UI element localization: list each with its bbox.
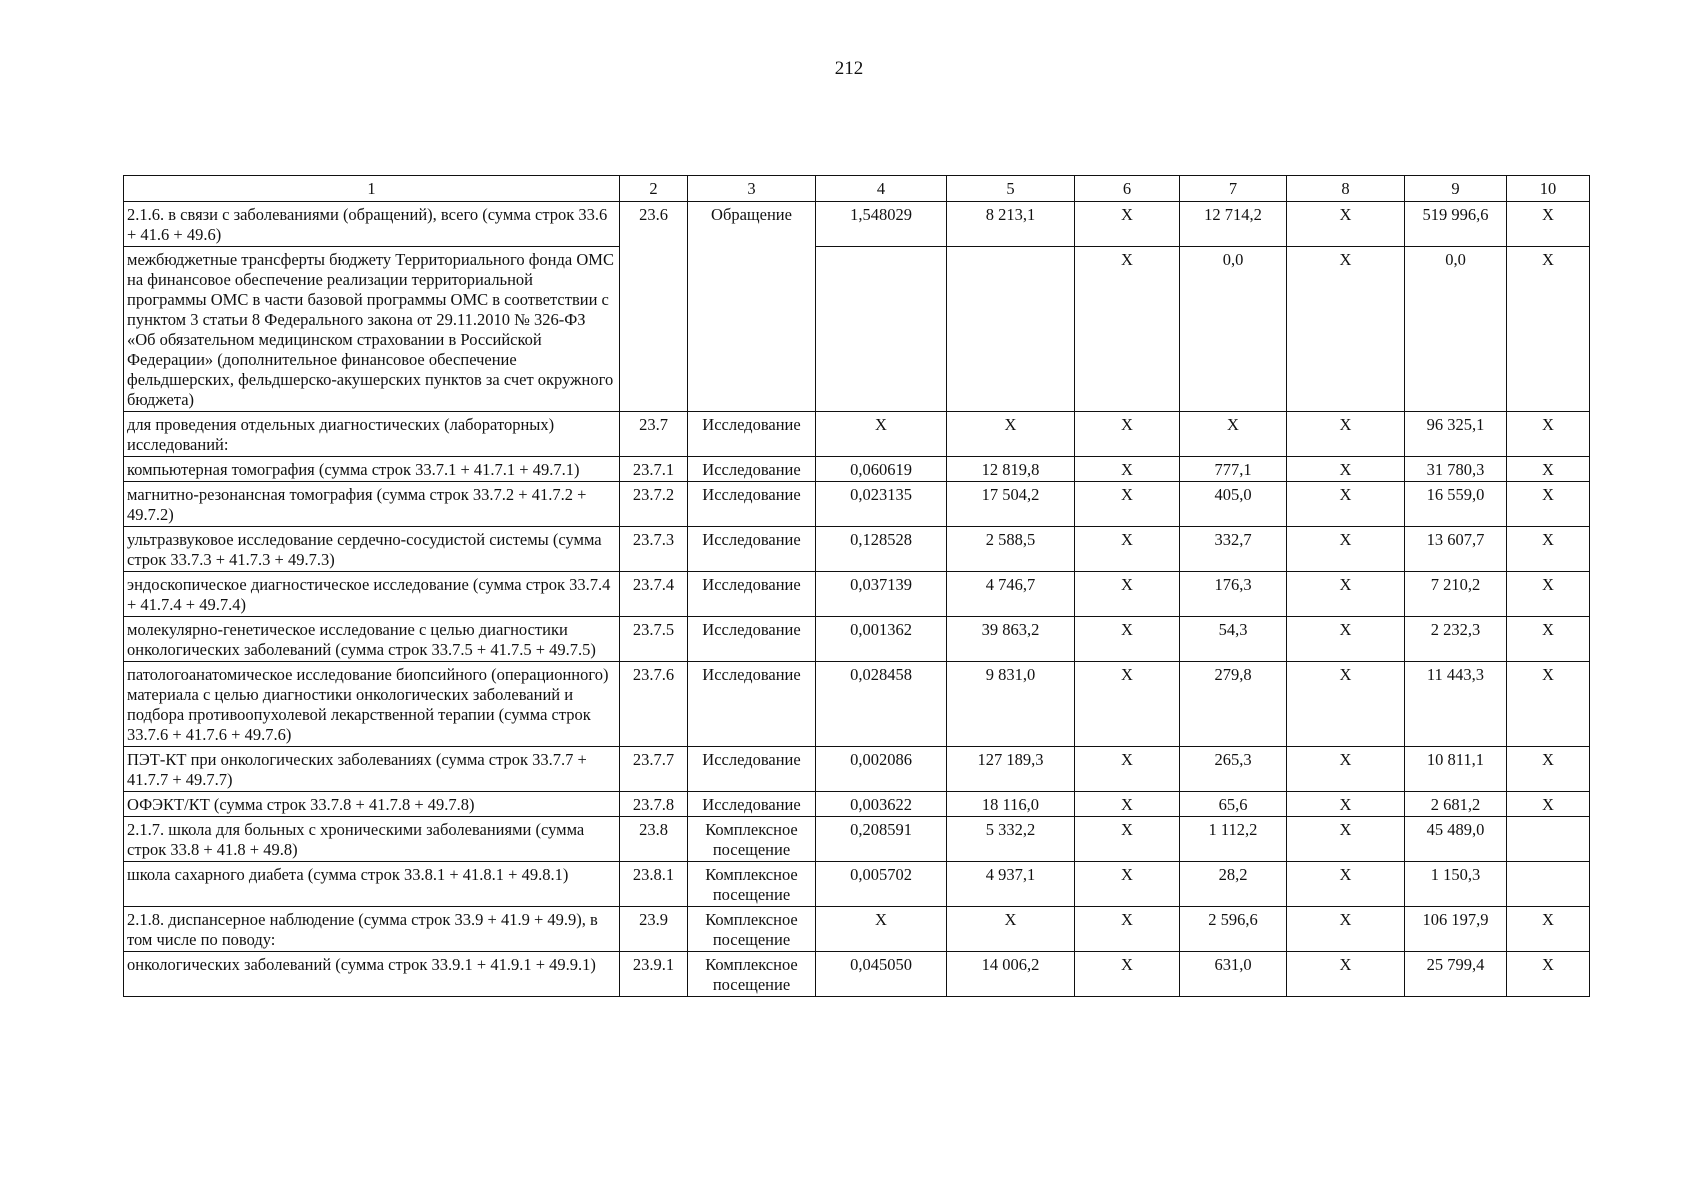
- row-unit: Исследование: [688, 617, 816, 662]
- cell-col8: Х: [1287, 862, 1405, 907]
- cell-col5: Х: [947, 907, 1075, 952]
- cell-col8: Х: [1287, 527, 1405, 572]
- row-code: 23.7.1: [620, 457, 688, 482]
- table-row: [124, 792, 1590, 817]
- cell-col5: 12 819,8: [947, 457, 1075, 482]
- row-name: для проведения отдельных диагностических (лабораторных) исследований:: [124, 412, 620, 457]
- cell-col6: Х: [1075, 792, 1180, 817]
- row-unit: Исследование: [688, 527, 816, 572]
- cell-col9: 16 559,0: [1405, 482, 1507, 527]
- table-row: [124, 572, 1590, 617]
- column-header: 10: [1507, 176, 1590, 202]
- cell-col8: Х: [1287, 952, 1405, 997]
- table-row: [124, 457, 1590, 482]
- cell-col5: 39 863,2: [947, 617, 1075, 662]
- cell-col9: 519 996,6: [1405, 202, 1507, 247]
- cell-col6: Х: [1075, 572, 1180, 617]
- table-row: [124, 817, 1590, 862]
- cell-col6: Х: [1075, 457, 1180, 482]
- cell-col9: 1 150,3: [1405, 862, 1507, 907]
- cell-col7: 65,6: [1180, 792, 1287, 817]
- column-header: 1: [124, 176, 620, 202]
- cell-col4: 1,548029: [816, 202, 947, 247]
- cell-col4: 0,001362: [816, 617, 947, 662]
- cell-col8: Х: [1287, 662, 1405, 747]
- cell-col5: 8 213,1: [947, 202, 1075, 247]
- row-code: 23.7.2: [620, 482, 688, 527]
- column-header: 9: [1405, 176, 1507, 202]
- table-row: [124, 617, 1590, 662]
- row-unit: Исследование: [688, 792, 816, 817]
- cell-col6: Х: [1075, 617, 1180, 662]
- cell-col10: Х: [1507, 412, 1590, 457]
- cell-col10: Х: [1507, 247, 1590, 412]
- row-name: компьютерная томография (сумма строк 33.7.1 + 41.7.1 + 49.7.1): [124, 457, 620, 482]
- cell-col8: Х: [1287, 457, 1405, 482]
- cell-col4: 0,002086: [816, 747, 947, 792]
- cell-col10: Х: [1507, 907, 1590, 952]
- cell-col5: 5 332,2: [947, 817, 1075, 862]
- cell-col10: Х: [1507, 792, 1590, 817]
- row-name: ПЭТ-КТ при онкологических заболеваниях (сумма строк 33.7.7 + 41.7.7 + 49.7.7): [124, 747, 620, 792]
- cell-col8: Х: [1287, 817, 1405, 862]
- cell-col9: 25 799,4: [1405, 952, 1507, 997]
- row-name: ОФЭКТ/КТ (сумма строк 33.7.8 + 41.7.8 + 49.7.8): [124, 792, 620, 817]
- cell-col6: Х: [1075, 247, 1180, 412]
- cell-col5: 127 189,3: [947, 747, 1075, 792]
- cell-col7: 279,8: [1180, 662, 1287, 747]
- cell-col10: Х: [1507, 527, 1590, 572]
- row-name: межбюджетные трансферты бюджету Территориального фонда ОМС на финансовое обеспечение реализации территориальной программы ОМС в части базовой программы ОМС в соответствии с пунктом 3 статьи 8 Федерального закона от 29.11.2010 № 326-ФЗ «Об обязательном медицинском страховании в Российской Федерации» (дополнительное финансовое обеспечение фельдшерских, фельдшерско-акушерских пунктов за счет окружного бюджета): [124, 247, 620, 412]
- row-unit: Обращение: [688, 202, 816, 412]
- row-unit: Исследование: [688, 457, 816, 482]
- row-code: 23.7.6: [620, 662, 688, 747]
- cell-col7: 176,3: [1180, 572, 1287, 617]
- cell-col9: 10 811,1: [1405, 747, 1507, 792]
- table-row: [124, 527, 1590, 572]
- row-unit: Комплексное посещение: [688, 862, 816, 907]
- row-name: школа сахарного диабета (сумма строк 33.8.1 + 41.8.1 + 49.8.1): [124, 862, 620, 907]
- cell-col9: 2 681,2: [1405, 792, 1507, 817]
- page-number: 212: [834, 58, 864, 79]
- cell-col10: Х: [1507, 662, 1590, 747]
- cell-col10: Х: [1507, 457, 1590, 482]
- table-header-row: [124, 176, 1590, 202]
- table-row: [124, 662, 1590, 747]
- cell-col6: Х: [1075, 482, 1180, 527]
- column-header: 7: [1180, 176, 1287, 202]
- cell-col7: 405,0: [1180, 482, 1287, 527]
- row-unit: Исследование: [688, 662, 816, 747]
- cell-col4: 0,003622: [816, 792, 947, 817]
- table-row: [124, 952, 1590, 997]
- row-code: 23.9.1: [620, 952, 688, 997]
- table-row: [124, 747, 1590, 792]
- cell-col6: Х: [1075, 202, 1180, 247]
- cell-col7: 2 596,6: [1180, 907, 1287, 952]
- cell-col6: Х: [1075, 527, 1180, 572]
- row-unit: Комплексное посещение: [688, 817, 816, 862]
- column-header: 3: [688, 176, 816, 202]
- cell-col4: 0,045050: [816, 952, 947, 997]
- row-unit: Комплексное посещение: [688, 907, 816, 952]
- cell-col9: 7 210,2: [1405, 572, 1507, 617]
- cell-col9: 45 489,0: [1405, 817, 1507, 862]
- cell-col10: Х: [1507, 617, 1590, 662]
- cell-col6: Х: [1075, 862, 1180, 907]
- row-code: 23.7: [620, 412, 688, 457]
- cell-col7: 631,0: [1180, 952, 1287, 997]
- cell-col10: Х: [1507, 202, 1590, 247]
- row-name: молекулярно-генетическое исследование с целью диагностики онкологических заболеваний (сумма строк 33.7.5 + 41.7.5 + 49.7.5): [124, 617, 620, 662]
- table-row: [124, 202, 1590, 247]
- budget-table: [123, 175, 1590, 997]
- cell-col8: Х: [1287, 617, 1405, 662]
- cell-col7: 777,1: [1180, 457, 1287, 482]
- column-header: 5: [947, 176, 1075, 202]
- cell-col8: Х: [1287, 482, 1405, 527]
- cell-col9: 11 443,3: [1405, 662, 1507, 747]
- cell-col6: Х: [1075, 907, 1180, 952]
- cell-col5: 4 746,7: [947, 572, 1075, 617]
- cell-col4: Х: [816, 412, 947, 457]
- cell-col8: Х: [1287, 247, 1405, 412]
- cell-col8: Х: [1287, 792, 1405, 817]
- cell-col10: Х: [1507, 482, 1590, 527]
- cell-col10: Х: [1507, 572, 1590, 617]
- cell-col6: Х: [1075, 952, 1180, 997]
- cell-col9: 31 780,3: [1405, 457, 1507, 482]
- row-code: 23.7.3: [620, 527, 688, 572]
- cell-col4: 0,208591: [816, 817, 947, 862]
- row-code: 23.6: [620, 202, 688, 412]
- row-name: ультразвуковое исследование сердечно-сосудистой системы (сумма строк 33.7.3 + 41.7.3 + 49.7.3): [124, 527, 620, 572]
- cell-col7: 54,3: [1180, 617, 1287, 662]
- row-name: 2.1.7. школа для больных с хроническими заболеваниями (сумма строк 33.8 + 41.8 + 49.8): [124, 817, 620, 862]
- row-unit: Исследование: [688, 747, 816, 792]
- cell-col8: Х: [1287, 572, 1405, 617]
- row-unit: Исследование: [688, 482, 816, 527]
- row-unit: Комплексное посещение: [688, 952, 816, 997]
- cell-col6: Х: [1075, 747, 1180, 792]
- cell-col5: 17 504,2: [947, 482, 1075, 527]
- cell-col9: 106 197,9: [1405, 907, 1507, 952]
- row-code: 23.7.5: [620, 617, 688, 662]
- row-code: 23.7.8: [620, 792, 688, 817]
- row-name: 2.1.8. диспансерное наблюдение (сумма строк 33.9 + 41.9 + 49.9), в том числе по поводу:: [124, 907, 620, 952]
- cell-col5: 2 588,5: [947, 527, 1075, 572]
- cell-col10: [1507, 862, 1590, 907]
- cell-col5: 14 006,2: [947, 952, 1075, 997]
- row-code: 23.7.7: [620, 747, 688, 792]
- row-name: 2.1.6. в связи с заболеваниями (обращений), всего (сумма строк 33.6 + 41.6 + 49.6): [124, 202, 620, 247]
- cell-col5: Х: [947, 412, 1075, 457]
- cell-col9: 13 607,7: [1405, 527, 1507, 572]
- column-header: 4: [816, 176, 947, 202]
- cell-col4: 0,060619: [816, 457, 947, 482]
- cell-col7: 0,0: [1180, 247, 1287, 412]
- cell-col8: Х: [1287, 907, 1405, 952]
- cell-col4: [816, 247, 947, 412]
- table-row: [124, 862, 1590, 907]
- cell-col5: [947, 247, 1075, 412]
- cell-col7: 28,2: [1180, 862, 1287, 907]
- cell-col4: 0,028458: [816, 662, 947, 747]
- cell-col5: 9 831,0: [947, 662, 1075, 747]
- cell-col4: 0,128528: [816, 527, 947, 572]
- column-header: 8: [1287, 176, 1405, 202]
- table-row: [124, 907, 1590, 952]
- cell-col6: Х: [1075, 662, 1180, 747]
- cell-col6: Х: [1075, 412, 1180, 457]
- row-unit: Исследование: [688, 572, 816, 617]
- cell-col10: [1507, 817, 1590, 862]
- cell-col8: Х: [1287, 202, 1405, 247]
- row-unit: Исследование: [688, 412, 816, 457]
- cell-col5: 18 116,0: [947, 792, 1075, 817]
- cell-col9: 2 232,3: [1405, 617, 1507, 662]
- cell-col4: Х: [816, 907, 947, 952]
- cell-col9: 0,0: [1405, 247, 1507, 412]
- table-row: [124, 247, 1590, 412]
- row-code: 23.8.1: [620, 862, 688, 907]
- column-header: 2: [620, 176, 688, 202]
- cell-col10: Х: [1507, 747, 1590, 792]
- cell-col7: 12 714,2: [1180, 202, 1287, 247]
- column-header: 6: [1075, 176, 1180, 202]
- table-row: [124, 482, 1590, 527]
- cell-col8: Х: [1287, 412, 1405, 457]
- cell-col8: Х: [1287, 747, 1405, 792]
- row-code: 23.8: [620, 817, 688, 862]
- row-code: 23.7.4: [620, 572, 688, 617]
- cell-col9: 96 325,1: [1405, 412, 1507, 457]
- cell-col7: Х: [1180, 412, 1287, 457]
- cell-col4: 0,037139: [816, 572, 947, 617]
- row-name: магнитно-резонансная томография (сумма строк 33.7.2 + 41.7.2 + 49.7.2): [124, 482, 620, 527]
- cell-col6: Х: [1075, 817, 1180, 862]
- cell-col10: Х: [1507, 952, 1590, 997]
- cell-col4: 0,005702: [816, 862, 947, 907]
- cell-col7: 1 112,2: [1180, 817, 1287, 862]
- cell-col4: 0,023135: [816, 482, 947, 527]
- cell-col7: 265,3: [1180, 747, 1287, 792]
- row-code: 23.9: [620, 907, 688, 952]
- cell-col7: 332,7: [1180, 527, 1287, 572]
- cell-col5: 4 937,1: [947, 862, 1075, 907]
- row-name: эндоскопическое диагностическое исследование (сумма строк 33.7.4 + 41.7.4 + 49.7.4): [124, 572, 620, 617]
- table-row: [124, 412, 1590, 457]
- row-name: онкологических заболеваний (сумма строк 33.9.1 + 41.9.1 + 49.9.1): [124, 952, 620, 997]
- row-name: патологоанатомическое исследование биопсийного (операционного) материала с целью диагностики онкологических заболеваний и подбора противоопухолевой лекарственной терапии (сумма строк 33.7.6 + 41.7.6 + 49.7.6): [124, 662, 620, 747]
